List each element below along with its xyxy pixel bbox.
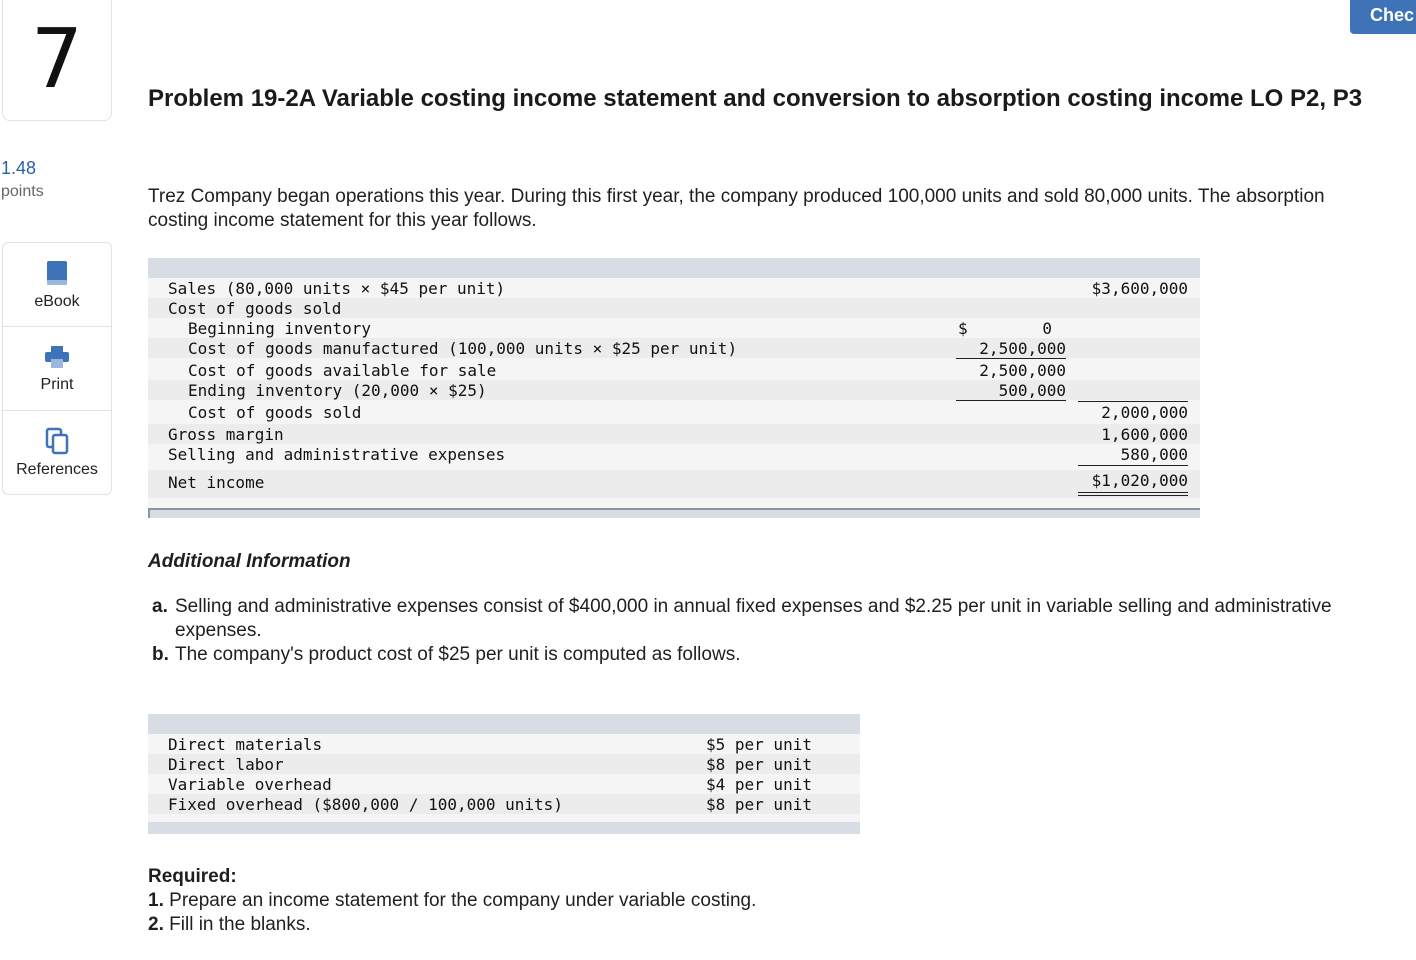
book-icon xyxy=(44,259,70,287)
table-row xyxy=(148,794,860,814)
row-label: Fixed overhead ($800,000 / 100,000 units) xyxy=(168,795,563,814)
print-label: Print xyxy=(40,375,74,393)
double-underline-top xyxy=(1078,492,1188,493)
print-button[interactable] xyxy=(3,327,111,411)
item-text: Prepare an income statement for the company under variable costing. xyxy=(169,890,757,911)
statement-row-sga xyxy=(148,444,1200,464)
row-total: 580,000 xyxy=(1120,445,1188,464)
row-amount: 0 xyxy=(1042,319,1052,338)
row-label: Sales (80,000 units × $45 per unit) xyxy=(168,279,506,298)
statement-row-sales xyxy=(148,278,1200,298)
row-label: Cost of goods sold xyxy=(168,299,342,318)
product-cost-table xyxy=(148,714,860,834)
points-label: points xyxy=(1,183,44,200)
check-button[interactable]: Chec xyxy=(1350,0,1416,34)
subtotal-underline xyxy=(956,358,1066,359)
problem-title: Problem 19-2A Variable costing income statement and conversion to absorption costing income LO P2, P3 xyxy=(148,85,1363,112)
row-value: $8 per unit xyxy=(706,795,812,814)
row-label: Direct materials xyxy=(168,735,323,754)
absorption-income-statement xyxy=(148,258,1200,518)
statement-row-net-income xyxy=(148,470,1200,498)
row-label: Variable overhead xyxy=(168,775,332,794)
statement-row-cogm xyxy=(148,338,1200,358)
row-label: Selling and administrative expenses xyxy=(168,445,506,464)
subtotal-underline xyxy=(1078,401,1188,402)
row-label: Gross margin xyxy=(168,425,284,444)
table-footer-edge xyxy=(148,508,150,518)
row-value: $8 per unit xyxy=(706,755,812,774)
statement-row-goods-available xyxy=(148,360,1200,380)
table-header-bar xyxy=(148,258,1200,278)
row-value: $4 per unit xyxy=(706,775,812,794)
row-total: 2,000,000 xyxy=(1101,403,1188,422)
row-label: Cost of goods sold xyxy=(188,403,362,422)
item-marker: b. xyxy=(152,644,169,665)
statement-row-ending-inventory xyxy=(148,380,1200,400)
statement-row-gross-margin xyxy=(148,424,1200,444)
subtotal-underline xyxy=(956,400,1066,401)
list-item xyxy=(148,913,1048,937)
table-header-bar xyxy=(148,714,860,734)
row-amount: 2,500,000 xyxy=(979,361,1066,380)
ebook-button[interactable] xyxy=(3,243,111,327)
item-marker: 2. xyxy=(148,914,164,935)
item-text: Selling and administrative expenses consist of $400,000 in annual fixed expenses and $2.25 per unit in variable selling and administrative expenses. xyxy=(175,596,1332,641)
row-total: $3,600,000 xyxy=(1091,279,1188,298)
item-text: Fill in the blanks. xyxy=(169,914,311,935)
row-total: $1,020,000 xyxy=(1091,471,1188,490)
references-icon xyxy=(44,427,70,455)
row-label: Net income xyxy=(168,473,265,492)
references-button[interactable] xyxy=(3,411,111,494)
points-value: 1.48 xyxy=(1,158,37,178)
table-row xyxy=(148,734,860,754)
row-label: Direct labor xyxy=(168,755,284,774)
statement-row-cogs xyxy=(148,402,1200,422)
additional-info-heading: Additional Information xyxy=(148,551,351,572)
tools-panel xyxy=(2,242,112,495)
list-item xyxy=(152,643,1372,667)
dollar-sign: $ xyxy=(958,319,968,338)
required-heading: Required: xyxy=(148,866,237,887)
table-footer-bar xyxy=(148,822,860,834)
item-marker: a. xyxy=(152,596,168,617)
row-amount: 2,500,000 xyxy=(979,339,1066,358)
item-text: The company's product cost of $25 per unit is computed as follows. xyxy=(175,644,741,665)
double-underline-bottom xyxy=(1078,495,1188,496)
row-label: Ending inventory (20,000 × $25) xyxy=(188,381,487,400)
subtotal-underline xyxy=(1078,465,1188,466)
row-label: Cost of goods manufactured (100,000 units × $25 per unit) xyxy=(188,339,738,358)
list-item xyxy=(148,889,1048,913)
ebook-label: eBook xyxy=(34,292,80,310)
additional-info-list xyxy=(152,595,1372,667)
statement-row-cogs-header xyxy=(148,298,1200,318)
problem-intro: Trez Company began operations this year. During this first year, the company produced 100,000 units and sold 80,000 units. The absorption costing income statement for this year follows. xyxy=(148,186,1325,231)
row-value: $5 per unit xyxy=(706,735,812,754)
question-number: 7 xyxy=(2,0,112,121)
required-section xyxy=(148,865,1048,937)
list-item xyxy=(152,595,1372,643)
table-footer-bar xyxy=(148,508,1200,518)
row-total: 1,600,000 xyxy=(1101,425,1188,444)
statement-row-beginning-inventory xyxy=(148,318,1200,338)
table-row xyxy=(148,754,860,774)
print-icon xyxy=(43,344,71,370)
row-label: Cost of goods available for sale xyxy=(188,361,497,380)
row-label: Beginning inventory xyxy=(188,319,372,338)
references-label: References xyxy=(16,460,98,478)
item-marker: 1. xyxy=(148,890,164,911)
row-amount: 500,000 xyxy=(998,381,1066,400)
table-row xyxy=(148,774,860,794)
